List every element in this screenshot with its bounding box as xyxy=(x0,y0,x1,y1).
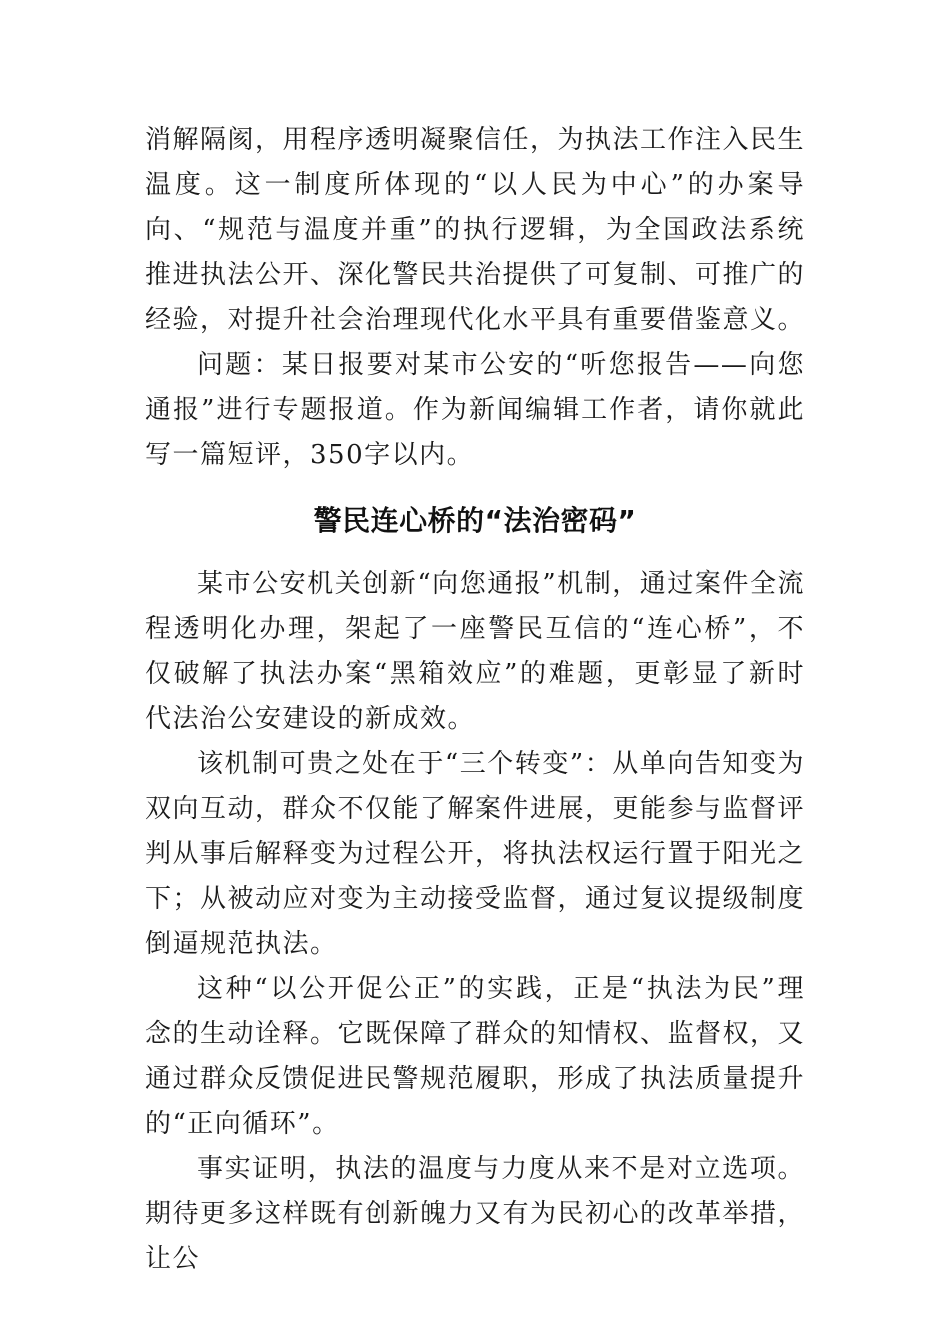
article-paragraph-1: 某市公安机关创新“向您通报”机制，通过案件全流程透明化办理，架起了一座警民互信的“连心桥”，不仅破解了执法办案“黑箱效应”的难题，更彰显了新时代法治公安建设的新成效。 xyxy=(145,569,805,734)
article-paragraph-3: 这种“以公开促公正”的实践，正是“执法为民”理念的生动诠释。它既保障了群众的知情权、监督权，又通过群众反馈促进民警规范履职，形成了执法质量提升的“正向循环”。 xyxy=(145,974,806,1139)
question-paragraph: 问题：某日报要对某市公安的“听您报告——向您通报”进行专题报道。作为新闻编辑工作者，请你就此写一篇短评，350字以内。 xyxy=(145,350,805,470)
intro-paragraph: 消解隔阂，用程序透明凝聚信任，为执法工作注入民生温度。这一制度所体现的“以人民为中心”的办案导向、“规范与温度并重”的执行逻辑，为全国政法系统推进执法公开、深化警民共治提供了可复制、可推广的经验，对提升社会治理现代化水平具有重要借鉴意义。 xyxy=(145,125,806,335)
article-title: 警民连心桥的“法治密码” xyxy=(313,504,637,537)
article-paragraph-4: 事实证明，执法的温度与力度从来不是对立选项。期待更多这样既有创新魄力又有为民初心的改革举措，让公 xyxy=(145,1154,806,1274)
article-paragraph-2: 该机制可贵之处在于“三个转变”：从单向告知变为双向互动，群众不仅能了解案件进展，更能参与监督评判从事后解释变为过程公开，将执法权运行置于阳光之下；从被动应对变为主动接受监督，通过复议提级制度倒逼规范执法。 xyxy=(145,749,806,959)
document-body xyxy=(145,118,805,1282)
